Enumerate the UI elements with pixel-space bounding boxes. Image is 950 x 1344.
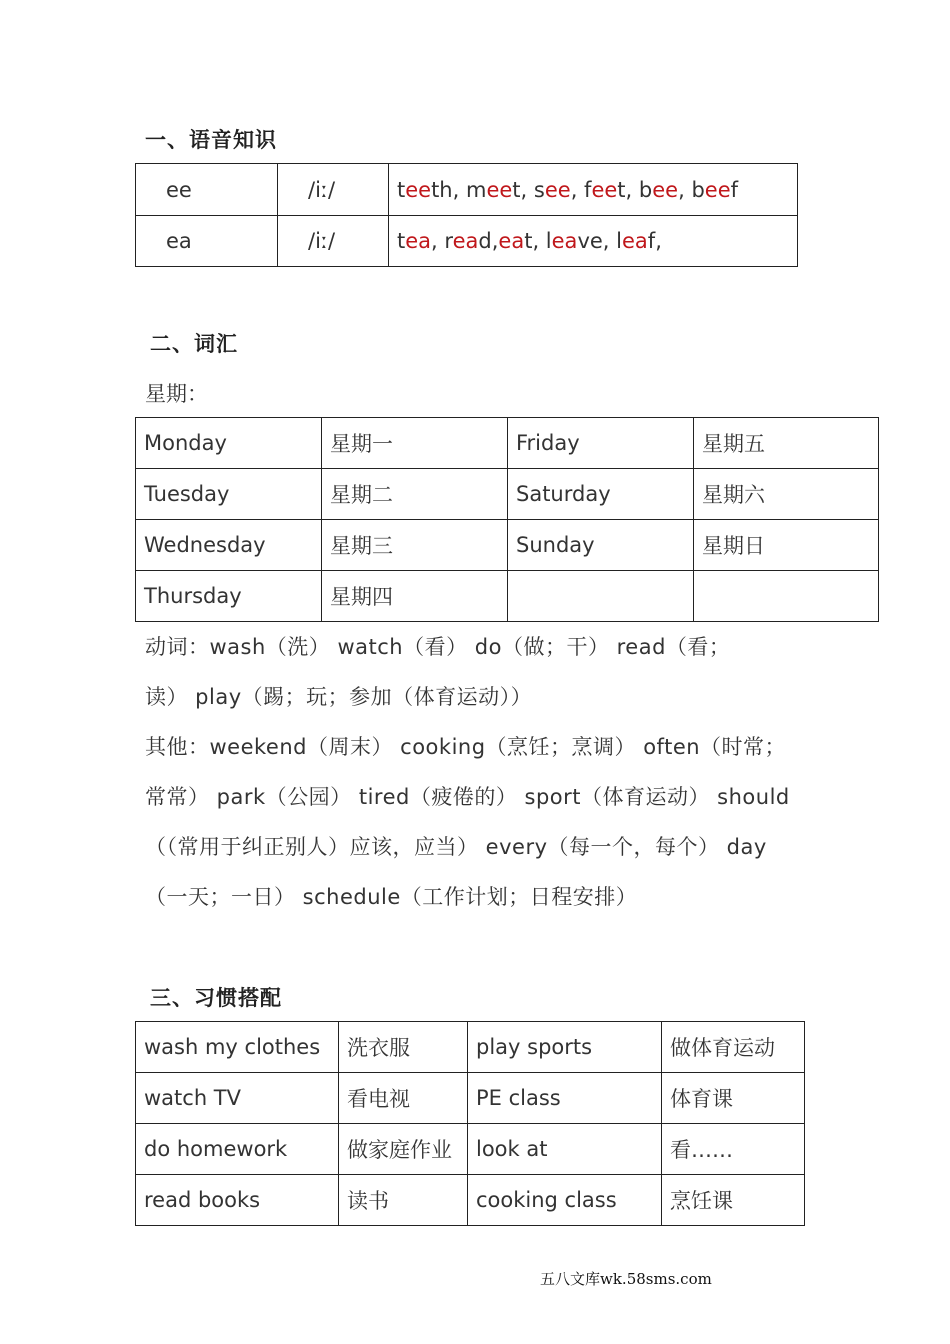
week-en: Tuesday xyxy=(136,469,322,520)
vocab-paragraph xyxy=(145,622,825,922)
other-line: 其他：weekend（周末） cooking（烹饪；烹调） often（时常； xyxy=(145,735,787,759)
example-word: read xyxy=(444,229,492,253)
footer-watermark: 五八文库wk.58sms.com xyxy=(540,1270,712,1288)
letters-cell: ea xyxy=(136,216,278,267)
example-word: bee xyxy=(638,177,679,202)
phrase-row xyxy=(136,1022,805,1073)
phrase-row xyxy=(136,1073,805,1124)
week-zh: 星期六 xyxy=(694,469,879,520)
phrase-en: play sports xyxy=(468,1022,662,1073)
verb-line: 动词：wash（洗） watch（看） do（做；干） read（看； xyxy=(145,635,731,659)
example-word: feet xyxy=(584,177,626,202)
section1-heading: 一、语音知识 xyxy=(145,128,277,152)
other-line: 常常） park（公园） tired（疲倦的） sport（体育运动） should xyxy=(145,785,790,809)
week-en: Sunday xyxy=(508,520,694,571)
week-zh: 星期四 xyxy=(322,571,508,622)
phrase-zh: 看…… xyxy=(662,1124,805,1175)
phrase-table xyxy=(135,1021,805,1226)
phrase-zh: 读书 xyxy=(339,1175,468,1226)
phrase-en: cooking class xyxy=(468,1175,662,1226)
phrase-row xyxy=(136,1124,805,1175)
week-zh: 星期一 xyxy=(322,418,508,469)
phoneme-cell: /iː/ xyxy=(278,164,389,216)
phrase-zh: 做体育运动 xyxy=(662,1022,805,1073)
week-row xyxy=(136,520,879,571)
week-label: 星期： xyxy=(145,382,208,406)
example-word: leaf xyxy=(616,229,656,253)
example-word: teeth xyxy=(397,177,453,202)
phrase-en: do homework xyxy=(136,1124,339,1175)
phrase-en: PE class xyxy=(468,1073,662,1124)
phrase-zh: 洗衣服 xyxy=(339,1022,468,1073)
week-row xyxy=(136,418,879,469)
week-en: Monday xyxy=(136,418,322,469)
week-zh: 星期日 xyxy=(694,520,879,571)
phonics-row xyxy=(136,216,798,267)
words-cell: teeth, meet, see, feet, bee, beef xyxy=(389,164,798,216)
week-zh: 星期五 xyxy=(694,418,879,469)
phrase-en: read books xyxy=(136,1175,339,1226)
other-line: （（常用于纠正别人）应该，应当） every（每一个，每个） day xyxy=(145,835,767,859)
example-word: eat xyxy=(498,229,533,253)
example-word: meet xyxy=(465,177,521,202)
letters-cell: ee xyxy=(136,164,278,216)
example-word: beef xyxy=(691,177,739,202)
phonics-row xyxy=(136,164,798,216)
week-row xyxy=(136,469,879,520)
phrase-zh: 烹饪课 xyxy=(662,1175,805,1226)
phrase-en: look at xyxy=(468,1124,662,1175)
phrase-en: wash my clothes xyxy=(136,1022,339,1073)
other-line: （一天；一日） schedule（工作计划；日程安排） xyxy=(145,885,638,909)
week-zh: 星期二 xyxy=(322,469,508,520)
phrase-en: watch TV xyxy=(136,1073,339,1124)
words-cell: tea, read,eat, leave, leaf, xyxy=(389,216,798,267)
phonics-table xyxy=(135,163,798,267)
example-word: leave xyxy=(545,229,603,253)
week-zh: 星期三 xyxy=(322,520,508,571)
phoneme-cell: /iː/ xyxy=(278,216,389,267)
example-word: tea xyxy=(397,229,432,253)
example-word: see xyxy=(533,177,571,202)
week-empty xyxy=(508,571,694,622)
week-row xyxy=(136,571,879,622)
phrase-row xyxy=(136,1175,805,1226)
section3-heading: 三、习惯搭配 xyxy=(150,986,282,1010)
phrase-zh: 看电视 xyxy=(339,1073,468,1124)
week-empty xyxy=(694,571,879,622)
phrase-zh: 体育课 xyxy=(662,1073,805,1124)
section2-heading: 二、词汇 xyxy=(150,332,238,356)
week-en: Thursday xyxy=(136,571,322,622)
phrase-zh: 做家庭作业 xyxy=(339,1124,468,1175)
week-en: Wednesday xyxy=(136,520,322,571)
week-table xyxy=(135,417,879,622)
verb-line: 读） play（踢；玩；参加（体育运动）） xyxy=(145,685,533,709)
week-en: Friday xyxy=(508,418,694,469)
week-en: Saturday xyxy=(508,469,694,520)
